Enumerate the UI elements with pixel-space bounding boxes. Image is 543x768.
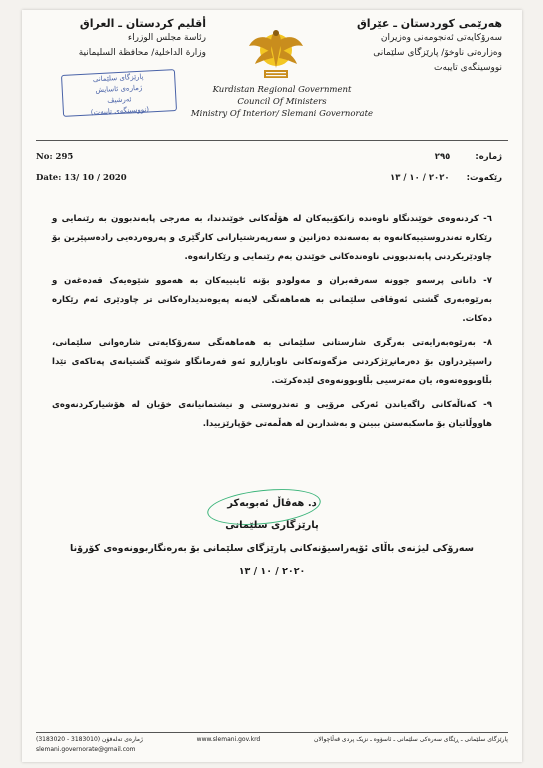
kurdish-date-label: رێکەوت: xyxy=(466,173,502,183)
english-ministry: Ministry Of Interior/ Slemani Governorate xyxy=(190,109,374,119)
arabic-header xyxy=(36,16,206,61)
footer-email[interactable]: slemani.governorate@gmail.com xyxy=(36,746,136,753)
signer-name: د. هەڤاڵ ئەبوبەکر xyxy=(227,498,317,509)
letter-body xyxy=(52,210,492,439)
signer-role: سەرۆکی لیژنەی باڵای ئۆپەراسیۆنەکانی پارێزگای سلێمانی بۆ بەرەنگاربوونەوەی کۆرۆنا xyxy=(70,543,474,554)
kurdish-number-label: ژمارە: xyxy=(475,152,502,162)
kurdish-number xyxy=(435,152,502,162)
kurdish-number-value: ٢٩٥ xyxy=(434,152,451,162)
stamp-line-3: ئەرشیڤ xyxy=(107,95,132,105)
english-council: Council Of Ministers xyxy=(237,97,327,107)
kurdish-office: نووسینگەی تایبەت xyxy=(434,63,502,73)
stamp-line-1: پارێزگای سلێمانی xyxy=(92,72,144,84)
arabic-ministry: وزارة الداخلية/ محافظة السليمانية xyxy=(78,48,206,58)
footer-address: پارێزگای سلێمانی ـ ڕێگای سەرەکی سلێمانی ـ ئاسۆوە ـ نزیک پردی قەڵاچوالان xyxy=(313,736,508,743)
letter-page xyxy=(22,10,522,762)
letter-date: Date: 13/ 10 / 2020 xyxy=(36,173,127,183)
paragraph-7: ٧- دانانی پرسەو جوونە سەرقەبران و مەولودو بۆنە ئاینییەکان بە هەموو شێوەیەک قەدەغەن و بەرێوەبەری گشتی ئەوقافی سلێمانی بە هەماهەنگی لایەنە پەیوەندیدارەکانی تر چاودێری ئەم رێکارە دەکات. xyxy=(52,276,492,324)
paragraph-6: ٦- کردنەوەی خوێندنگاو ناوەندە زانکۆییەکان لە هۆڵەکانی خوێندندا، بە مەرجی پابەندبوون بە رێنمایی و رێکارە تەندروستییەکانەوە بە بەسەندە دەزانین و سەرپەرشتیارانی کارگێری و پەروەردەیی رادەسپێرین بۆ چاودێریکردنی پابەندبوونی ناوەندەکانی خوێندن بەم رێنمایی و رێکارانەوە. xyxy=(52,214,492,262)
footer-row xyxy=(36,735,508,745)
header-divider xyxy=(36,140,508,141)
paragraph-8: ٨- بەرێوەبەرایەتی بەرگری شارستانی سلێمانی بە هەماهەنگی سەرۆکایەتی شارەوانی سلێمانی، راسپێردراون بۆ دەرمانڕێژکردنی مزگەوتەکانی ناوبازاڕو ئەو فەرمانگاو شوێنە گشتیانەی پەتاکەی تێدا بڵاوبووەتەوە، یان مەترسیی بڵاوبوونەوەی لێدەکرێت. xyxy=(52,338,492,386)
footer-phones: (3183020 - 3183010) ژمارەی تەلەفۆن xyxy=(36,736,143,743)
signature-date: ٢٠٢٠ / ١٠ / ١٣ xyxy=(238,566,306,577)
krg-eagle-emblem-icon xyxy=(247,16,305,84)
letter-footer xyxy=(36,732,508,755)
stamp-line-2: ژمارەی ئاسایش xyxy=(95,83,143,95)
paragraph-9: ٩- کەناڵەکانی راگەیاندن ئەرکی مرۆیی و تەندروستی و نیشتمانیانەی خۆیان لە هۆشیارکردنەوەی هاووڵاتیان بۆ ماسکبەستن ببینن و بەشداربن لە هەڵمەتی خۆپارێزییدا. xyxy=(52,400,492,429)
kurdish-council: سەرۆکایەتی ئەنجومەنی وەزیران xyxy=(380,33,502,43)
arabic-council: رئاسة مجلس الوزراء xyxy=(127,33,206,43)
footer-site[interactable]: www.slemani.gov.krd xyxy=(196,736,261,743)
kurdish-date xyxy=(390,173,502,183)
signer-title: پارێزگاری سلێمانی xyxy=(225,520,319,531)
kurdish-header xyxy=(332,16,502,76)
english-header xyxy=(152,84,412,120)
english-region: Kurdistan Regional Government xyxy=(212,85,352,95)
kurdish-date-value: ٢٠٢٠ / ١٠ / ١٣ xyxy=(390,173,450,183)
kurdish-ministry: وەزارەتی ناوخۆ/ پارێزگای سلێمانی xyxy=(373,48,502,58)
kurdish-region: هەرێمی کوردستان ـ عێراق xyxy=(356,17,502,30)
arabic-region: أقليم كردستان ـ العراق xyxy=(79,17,206,30)
stamp-line-4: (نووسینگەی تایبەت) xyxy=(90,105,150,117)
letter-number: No: 295 xyxy=(36,152,74,162)
